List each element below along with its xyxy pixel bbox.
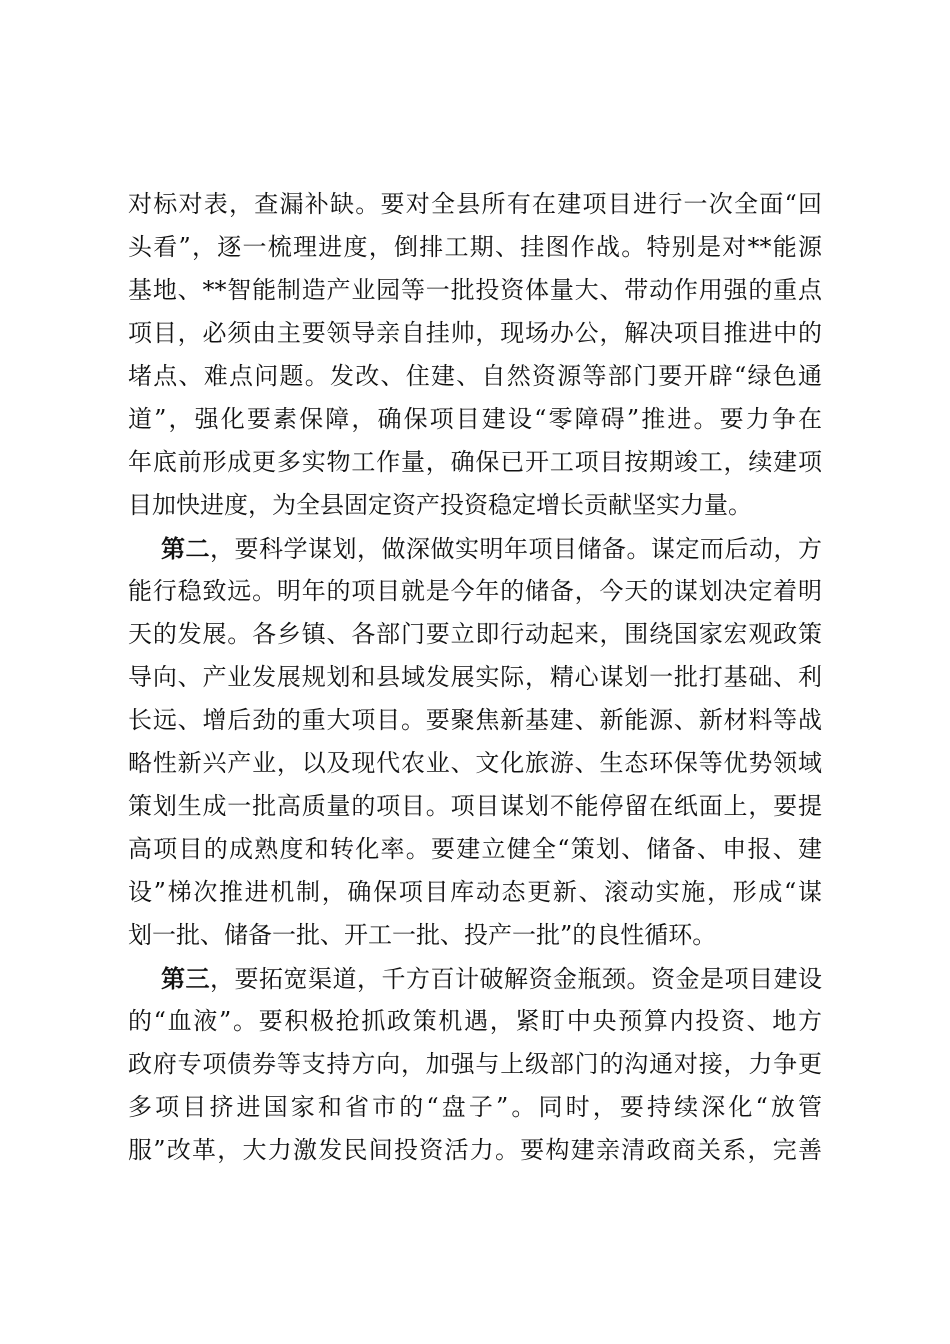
text-line: 堵点、难点问题。发改、住建、自然资源等部门要开辟“绿色通 <box>128 362 822 390</box>
text-line: 划一批、储备一批、开工一批、投产一批”的良性循环。 <box>128 921 717 949</box>
text-line-first <box>128 527 822 570</box>
text-line: 的“血液”。要积极抢抓政策机遇，紧盯中央预算内投资、地方 <box>128 1007 822 1035</box>
text-line: 年底前形成更多实物工作量，确保已开工项目按期竣工，续建项 <box>128 448 822 476</box>
text-line: 道”，强化要素保障，确保项目建设“零障碍”推进。要力争在 <box>128 405 822 433</box>
paragraph-1 <box>128 183 828 527</box>
text-line: 多项目挤进国家和省市的“盘子”。同时，要持续深化“放管 <box>128 1093 822 1121</box>
text-line: 政府专项债券等支持方向，加强与上级部门的沟通对接，力争更 <box>128 1050 822 1078</box>
document-body <box>128 183 828 1172</box>
text-line: 项目，必须由主要领导亲自挂帅，现场办公，解决项目推进中的 <box>128 319 822 347</box>
paragraph-3 <box>128 957 828 1172</box>
text-line: 目加快进度，为全县固定资产投资稳定增长贡献坚实力量。 <box>128 491 752 519</box>
text-line: 高项目的成熟度和转化率。要建立健全“策划、储备、申报、建 <box>128 835 822 863</box>
text-line: 长远、增后劲的重大项目。要聚焦新基建、新能源、新材料等战 <box>128 706 822 734</box>
text-run: ，要科学谋划，做深做实明年项目储备。谋定而后动，方 <box>210 535 822 563</box>
text-line: 设”梯次推进机制，确保项目库动态更新、滚动实施，形成“谋 <box>128 878 822 906</box>
text-run: ，要拓宽渠道，千方百计破解资金瓶颈。资金是项目建设 <box>210 965 822 993</box>
text-line: 略性新兴产业，以及现代农业、文化旅游、生态环保等优势领域 <box>128 749 822 777</box>
text-line: 基地、**智能制造产业园等一批投资体量大、带动作用强的重点 <box>128 276 822 304</box>
text-line-first <box>128 957 822 1000</box>
text-line: 对标对表，查漏补缺。要对全县所有在建项目进行一次全面“回 <box>128 190 822 218</box>
text-line: 天的发展。各乡镇、各部门要立即行动起来，围绕国家宏观政策 <box>128 620 822 648</box>
paragraph-lead: 第二 <box>161 534 210 563</box>
paragraph-2 <box>128 527 828 957</box>
paragraph-lead: 第三 <box>161 964 210 993</box>
text-line: 导向、产业发展规划和县域发展实际，精心谋划一批打基础、利 <box>128 663 822 691</box>
text-line: 策划生成一批高质量的项目。项目谋划不能停留在纸面上，要提 <box>128 792 822 820</box>
text-line: 能行稳致远。明年的项目就是今年的储备，今天的谋划决定着明 <box>128 577 822 605</box>
text-line: 头看”，逐一梳理进度，倒排工期、挂图作战。特别是对**能源 <box>128 233 822 261</box>
text-line: 服”改革，大力激发民间投资活力。要构建亲清政商关系，完善 <box>128 1136 822 1164</box>
